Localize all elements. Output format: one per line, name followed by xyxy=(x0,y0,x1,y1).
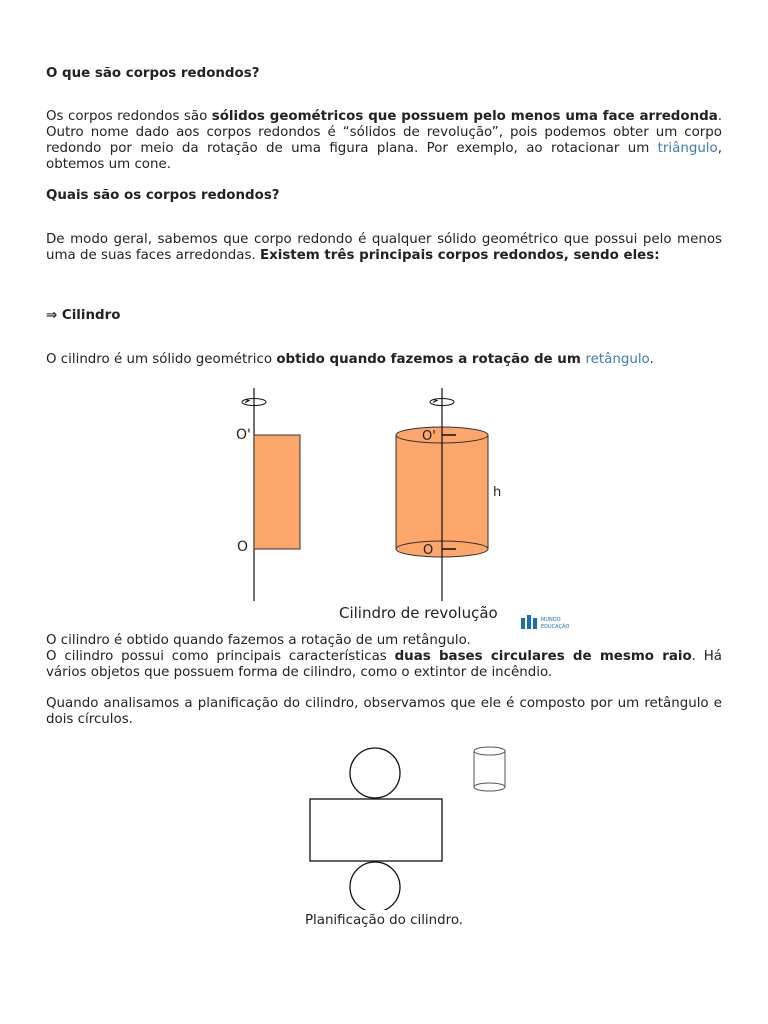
label-h: h xyxy=(493,485,502,500)
paragraph-cilindro-intro: O cilindro é um sólido geométrico obtido quando fazemos a rotação de um retângulo. xyxy=(46,352,654,367)
paragraph-cilindro-obtido: O cilindro é obtido quando fazemos a rotação de um retângulo. xyxy=(46,633,471,648)
link-retangulo[interactable]: retângulo xyxy=(585,352,650,367)
rectangle-shape xyxy=(254,435,300,549)
label-o-right: O xyxy=(423,543,434,558)
svg-text:EDUCAÇÃO: EDUCAÇÃO xyxy=(541,624,570,630)
heading-cilindro: ⇒ Cilindro xyxy=(46,308,121,323)
small-cylinder-icon xyxy=(474,747,505,791)
label-o-prime-right: O' xyxy=(422,429,436,444)
figure-cilindro-revolucao xyxy=(228,388,588,634)
figure-caption-cilindro: Cilindro de revolução xyxy=(339,604,498,622)
figure-planificacao xyxy=(300,742,512,910)
paragraph-planificacao: Quando analisamos a planificação do cilindro, observamos que ele é composto por um retângulo e dois círculos. xyxy=(46,696,722,727)
net-bottom-circle xyxy=(350,862,400,910)
paragraph-definition: Os corpos redondos são sólidos geométricos que possuem pelo menos uma face arredonda. Outro nome dado aos corpos redondos é “sólidos de revolução”, pois podemos obter um corpo redondo por meio da rotação de uma figura plana. Por exemplo, ao rotacionar um triângulo, obtemos um cone. xyxy=(46,109,723,172)
paragraph-general: De modo geral, sabemos que corpo redondo é qualquer sólido geométrico que possui pelo menos uma de suas faces arredondas. Existem três principais corpos redondos, sendo eles: xyxy=(46,232,722,263)
figure-caption-planificacao: Planificação do cilindro. xyxy=(304,913,464,928)
net-rectangle xyxy=(310,799,442,861)
label-o-left: O xyxy=(237,539,249,555)
net-top-circle xyxy=(350,748,400,798)
heading-corpos-redondos: O que são corpos redondos? xyxy=(46,66,260,81)
svg-text:MUNDO: MUNDO xyxy=(541,617,561,623)
label-o-prime-left: O' xyxy=(236,427,251,443)
heading-quais-sao: Quais são os corpos redondos? xyxy=(46,188,280,203)
link-triangulo[interactable]: triângulo xyxy=(657,141,718,156)
paragraph-caracteristicas: O cilindro possui como principais características duas bases circulares de mesmo raio. Há vários objetos que possuem forma de cilindro, como o extintor de incêndio. xyxy=(46,649,723,680)
mundo-educacao-logo xyxy=(521,615,569,630)
